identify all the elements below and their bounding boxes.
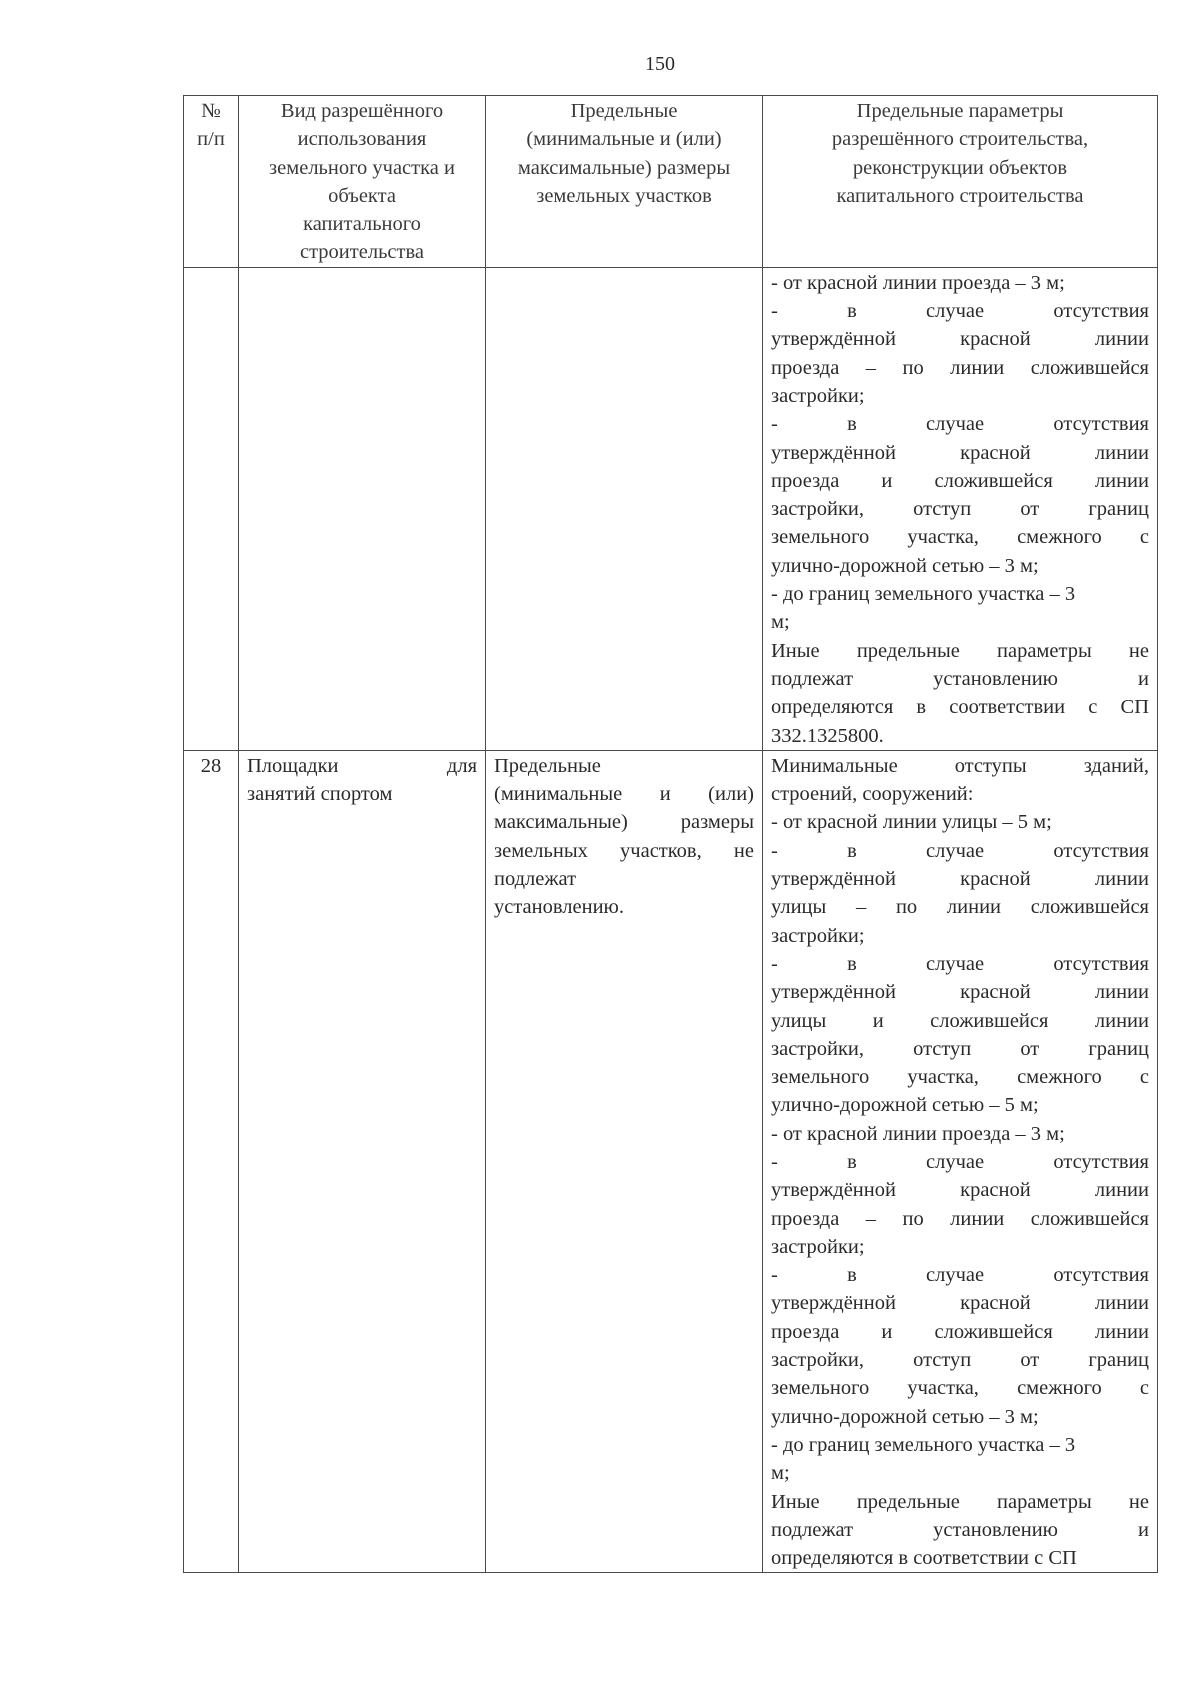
text-line: определяются в соответствии с СП	[771, 696, 1149, 719]
text-line: застройки;	[771, 384, 865, 407]
header-number	[184, 96, 239, 268]
text-line: земельного участка, смежного с	[771, 1377, 1149, 1400]
text-line: утверждённой красной линии	[771, 1179, 1149, 1202]
text-line: подлежат	[494, 868, 577, 891]
text-line: подлежат установлению и	[771, 667, 1149, 690]
text-line: (минимальные и (или)	[494, 783, 754, 806]
text-line: п/п	[197, 128, 225, 151]
text-line: - от красной линии проезда – 3 м;	[771, 271, 1065, 294]
text-line: проезда и сложившейся линии	[771, 469, 1149, 492]
text-line: использования	[297, 128, 427, 151]
text-line: застройки, отступ от границ	[771, 1349, 1149, 1372]
text-line: улично-дорожной сетью – 5 м;	[771, 1094, 1039, 1117]
header-permitted-use	[239, 96, 486, 268]
cell-permitted-use	[239, 750, 486, 1573]
text-line: капитального	[303, 213, 421, 236]
regulations-table	[183, 95, 1158, 1573]
text-line: утверждённой красной линии	[771, 441, 1149, 464]
text-line: земельных участков	[536, 184, 712, 207]
header-plot-sizes	[486, 96, 763, 268]
text-line: улицы и сложившейся линии	[771, 1009, 1149, 1032]
text-line: Предельные	[494, 754, 601, 777]
text-line: Минимальные отступы зданий,	[771, 754, 1149, 777]
table-row-continued	[184, 267, 1158, 750]
text-line: - до границ земельного участка – 3	[771, 1433, 1076, 1456]
text-line: Площадки для	[247, 754, 477, 777]
text-line: м;	[771, 1462, 790, 1485]
text-line: объекта	[328, 184, 396, 207]
text-line: Предельные	[570, 100, 678, 122]
text-line: Иные предельные параметры не	[771, 639, 1149, 662]
text-line: земельных участков, не	[494, 839, 754, 862]
text-line: проезда – по линии сложившейся	[771, 356, 1149, 379]
text-line: утверждённой красной линии	[771, 981, 1149, 1004]
text-line: улично-дорожной сетью – 3 м;	[771, 1405, 1039, 1428]
cell-params-continued	[763, 267, 1158, 750]
text-line: реконструкции объектов	[852, 156, 1068, 179]
text-line: проезда – по линии сложившейся	[771, 1207, 1149, 1230]
cell-sizes-empty	[486, 267, 763, 750]
cell-number: 28	[184, 750, 239, 1573]
text-line: - в случае отсутствия	[771, 952, 1149, 975]
text-line: земельного участка, смежного с	[771, 526, 1149, 549]
text-line: разрешённого строительства,	[831, 128, 1089, 151]
text-line: - до границ земельного участка – 3	[771, 583, 1076, 606]
text-line: - в случае отсутствия	[771, 1264, 1149, 1287]
header-construction-params	[763, 96, 1158, 268]
text-line: строений, сооружений:	[771, 783, 974, 806]
text-line: - в случае отсутствия	[771, 300, 1149, 323]
text-line: Вид разрешённого	[280, 100, 444, 122]
text-line: установлению.	[494, 896, 624, 919]
text-line: утверждённой красной линии	[771, 328, 1149, 351]
text-line: - в случае отсутствия	[771, 839, 1149, 862]
text-line: - от красной линии улицы – 5 м;	[771, 811, 1052, 834]
text-line: строительства	[300, 241, 424, 264]
cell-plot-sizes	[486, 750, 763, 1573]
text-line: застройки;	[771, 1235, 865, 1258]
text-line: определяются в соответствии с СП	[771, 1547, 1077, 1570]
cell-use-empty	[239, 267, 486, 750]
text-line: проезда и сложившейся линии	[771, 1320, 1149, 1343]
text-line: - от красной линии проезда – 3 м;	[771, 1122, 1065, 1145]
text-line: (минимальные и (или)	[526, 128, 722, 151]
table-header-row	[184, 96, 1158, 268]
text-line: земельного участка и	[269, 156, 455, 179]
text-line: застройки, отступ от границ	[771, 1037, 1149, 1060]
text-line: занятий спортом	[247, 783, 393, 806]
text-line: утверждённой красной линии	[771, 868, 1149, 891]
text-line: - в случае отсутствия	[771, 1150, 1149, 1173]
text-line: - в случае отсутствия	[771, 413, 1149, 436]
text-line: подлежат установлению и	[771, 1518, 1149, 1541]
text-line: улично-дорожной сетью – 3 м;	[771, 554, 1039, 577]
table-row-28	[184, 750, 1158, 1573]
text-line: застройки;	[771, 924, 865, 947]
text-line: 332.1325800.	[771, 724, 884, 747]
page-number: 150	[645, 53, 675, 75]
text-line: улицы – по линии сложившейся	[771, 896, 1149, 919]
text-line: земельного участка, смежного с	[771, 1066, 1149, 1089]
text-line: Предельные параметры	[856, 100, 1064, 122]
text-line: застройки, отступ от границ	[771, 498, 1149, 521]
text-line: Иные предельные параметры не	[771, 1490, 1149, 1513]
text-line: №	[201, 100, 221, 122]
text-line: м;	[771, 611, 790, 634]
text-line: утверждённой красной линии	[771, 1292, 1149, 1315]
text-line: капитального строительства	[836, 184, 1084, 207]
cell-number-empty	[184, 267, 239, 750]
text-line: максимальные) размеры	[494, 811, 754, 834]
cell-construction-params	[763, 750, 1158, 1573]
text-line: максимальные) размеры	[517, 156, 731, 179]
